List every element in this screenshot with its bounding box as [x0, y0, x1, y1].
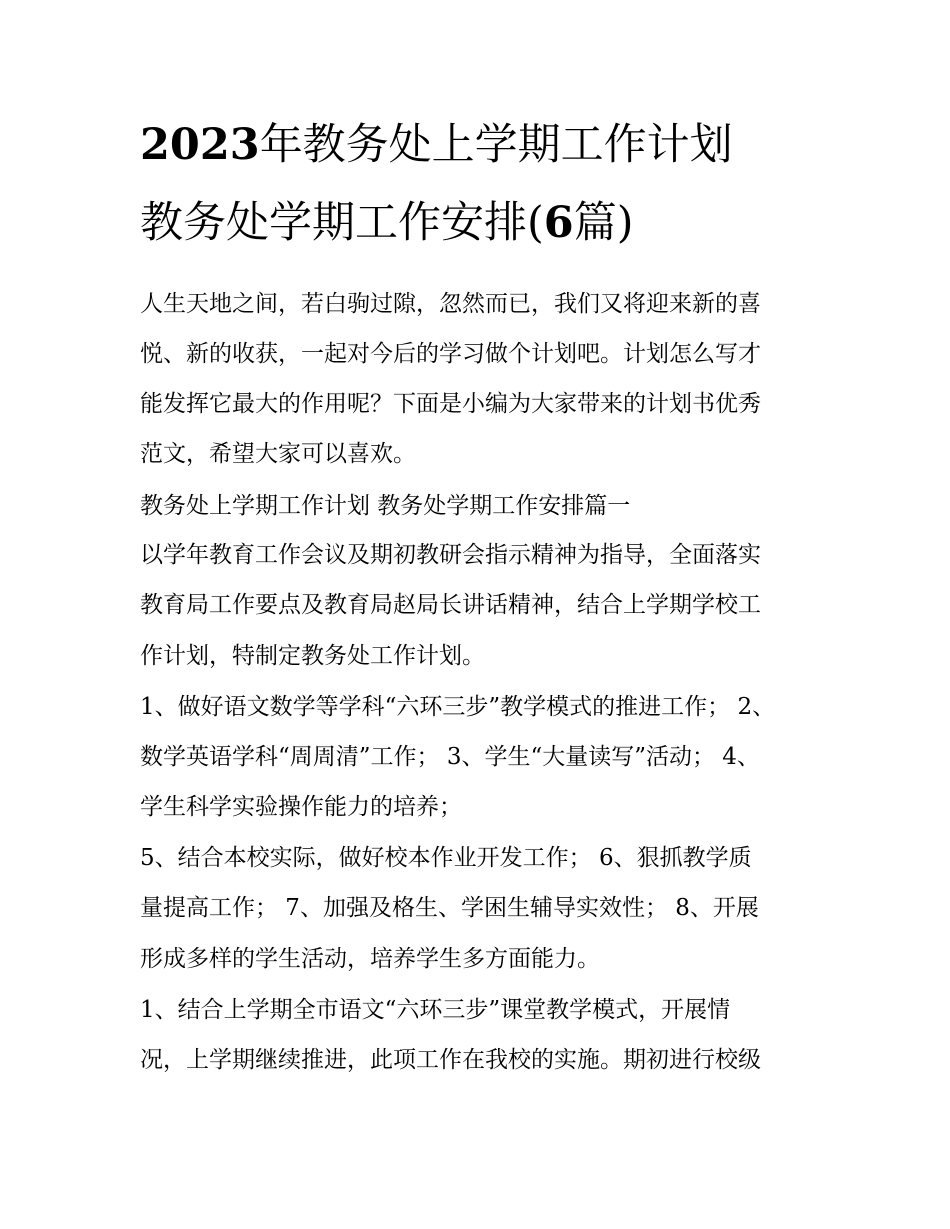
body-line: 量提高工作； 7、加强及格生、学困生辅导实效性； 8、开展 — [140, 895, 759, 921]
body-line: 形成多样的学生活动，培养学生多方面能力。 — [140, 946, 600, 972]
body-line: 1、做好语文数学等学科“六环三步”教学模式的推进工作； 2、 — [140, 694, 776, 720]
title-count: 6 — [543, 198, 574, 248]
body-line: 5、结合本校实际，做好校本作业开发工作； 6、狠抓教学质 — [140, 845, 752, 871]
body-line: 学生科学实验操作能力的培养； — [140, 794, 462, 820]
document-title-line-1: 2023年教务处上学期工作计划 — [140, 120, 733, 170]
body-line: 数学英语学科“周周清”工作； 3、学生“大量读写”活动； 4、 — [140, 744, 760, 770]
body-line: 1、结合上学期全市语文“六环三步”课堂教学模式，开展情 — [140, 997, 731, 1023]
body-line: 教育局工作要点及教育局赵局长讲话精神，结合上学期学校工 — [140, 592, 761, 618]
document-title-line-2: 教务处学期工作安排(6篇) — [140, 198, 634, 248]
body-line: 人生天地之间，若白驹过隙，忽然而已，我们又将迎来新的喜 — [140, 291, 761, 317]
body-line: 作计划，特制定教务处工作计划。 — [140, 643, 485, 669]
body-line: 况，上学期继续推进，此项工作在我校的实施。期初进行校级 — [140, 1047, 761, 1073]
body-line: 以学年教育工作会议及期初教研会指示精神为指导，全面落实 — [140, 542, 761, 568]
title-year: 2023 — [140, 120, 260, 170]
body-line: 能发挥它最大的作用呢？下面是小编为大家带来的计划书优秀 — [140, 391, 761, 417]
section-heading: 教务处上学期工作计划 教务处学期工作安排篇一 — [140, 493, 631, 519]
body-line: 范文，希望大家可以喜欢。 — [140, 441, 416, 467]
body-line: 悦、新的收获，一起对今后的学习做个计划吧。计划怎么写才 — [140, 341, 761, 367]
